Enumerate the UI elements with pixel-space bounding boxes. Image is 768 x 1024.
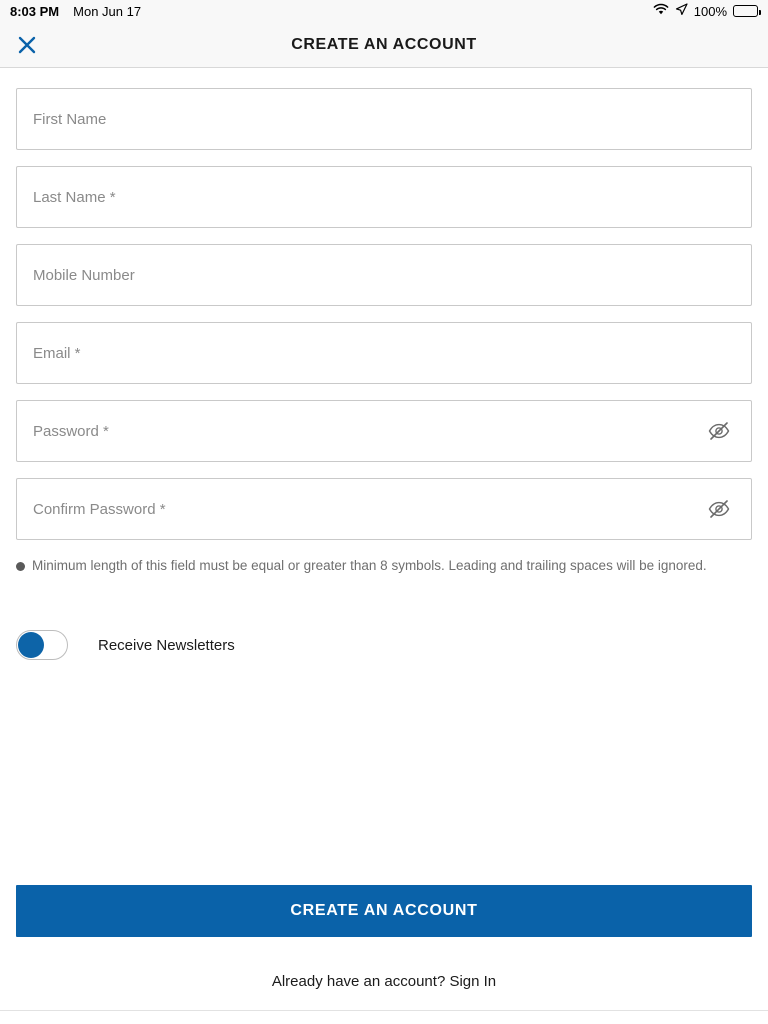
status-date: Mon Jun 17 — [73, 3, 142, 19]
mobile-number-field[interactable] — [16, 244, 752, 306]
close-icon — [17, 35, 37, 55]
toggle-knob — [18, 632, 44, 658]
battery-percent: 100% — [693, 3, 727, 19]
battery-full-icon — [733, 5, 758, 17]
close-button[interactable] — [12, 30, 42, 60]
mobile-number-input[interactable] — [33, 267, 735, 284]
location-arrow-icon — [675, 3, 688, 19]
eye-off-icon — [707, 497, 731, 521]
create-account-button[interactable]: CREATE AN ACCOUNT — [16, 885, 752, 937]
page-header — [0, 22, 768, 68]
newsletter-row — [16, 630, 752, 660]
content-spacer — [0, 660, 768, 885]
eye-off-icon — [707, 419, 731, 443]
password-visibility-toggle[interactable] — [705, 417, 733, 445]
email-field[interactable] — [16, 322, 752, 384]
wifi-icon — [653, 3, 669, 19]
confirm-password-field[interactable] — [16, 478, 752, 540]
receive-newsletters-toggle[interactable] — [16, 630, 68, 660]
email-input[interactable] — [33, 345, 735, 362]
status-bar-right — [653, 3, 758, 19]
signin-link[interactable]: Sign In — [449, 973, 497, 990]
confirm-password-input[interactable] — [33, 501, 735, 518]
last-name-field[interactable] — [16, 166, 752, 228]
home-indicator-area — [0, 1010, 768, 1024]
last-name-input[interactable] — [33, 189, 735, 206]
password-input[interactable] — [33, 423, 735, 440]
form-footer — [0, 885, 768, 1010]
status-bar — [0, 0, 768, 22]
password-hint-text: Minimum length of this field must be equal or greater than 8 symbols. Leading and trailing spaces will be ignored. — [32, 558, 707, 573]
first-name-input[interactable] — [33, 111, 735, 128]
signup-form — [0, 68, 768, 660]
first-name-field[interactable] — [16, 88, 752, 150]
page-title: CREATE AN ACCOUNT — [291, 35, 477, 53]
status-bar-left — [10, 4, 141, 19]
confirm-password-visibility-toggle[interactable] — [705, 495, 733, 523]
password-field[interactable] — [16, 400, 752, 462]
receive-newsletters-label: Receive Newsletters — [98, 636, 235, 654]
bullet-icon — [16, 562, 25, 571]
signin-row — [16, 973, 752, 990]
signin-prompt: Already have an account? — [271, 973, 446, 990]
status-time: 8:03 PM — [10, 3, 60, 19]
password-hint — [16, 556, 752, 576]
